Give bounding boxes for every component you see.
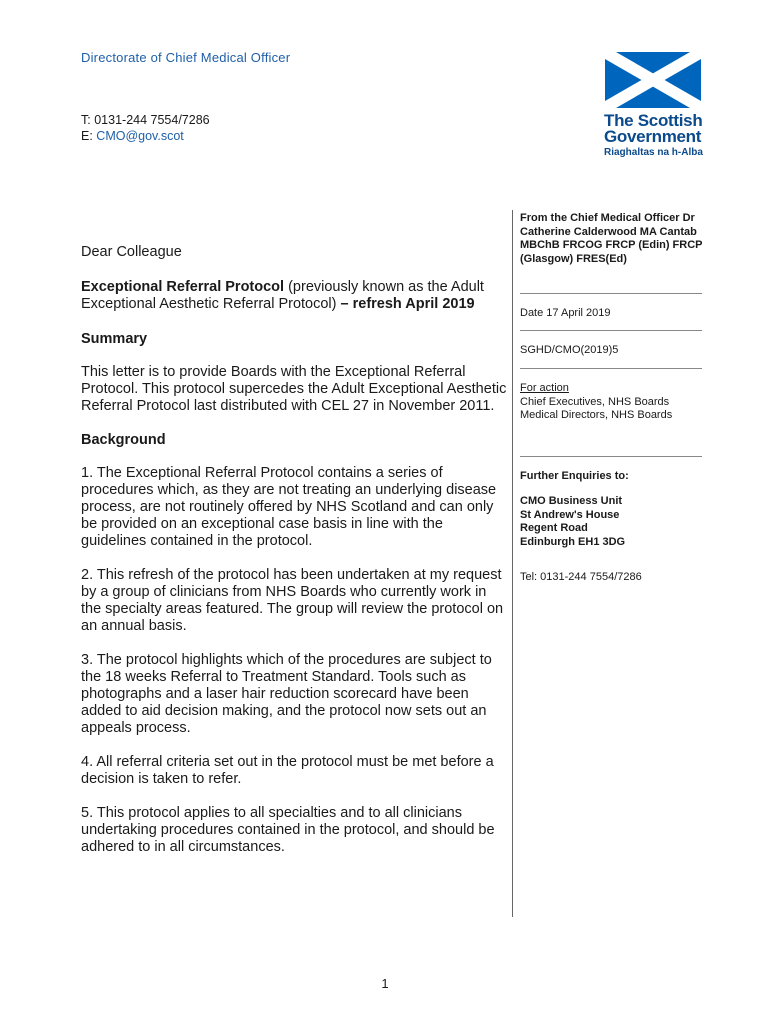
for-action-label: For action	[520, 382, 569, 394]
summary-text: This letter is to provide Boards with the Exceptional Referral Protocol. This protocol supercedes the Adult Exceptional Aesthetic Referral Protocol last distributed with CEL 27 in November 2011.	[81, 364, 507, 414]
logo-line-2: Government	[604, 127, 702, 146]
paragraph-3: 3. The protocol highlights which of the procedures are subject to the 18 weeks Referral to Treatment Standard. Tools such as photographs and a laser hair reduction scorecard have been added to aid decision making, and the protocol now sets out an appeals process.	[81, 652, 492, 736]
telephone-number: 0131-244 7554/7286	[94, 113, 210, 127]
saltire-flag-icon	[605, 52, 701, 108]
salutation: Dear Colleague	[81, 244, 182, 260]
for-action-line: Chief Executives, NHS Boards	[520, 395, 670, 408]
column-divider	[512, 210, 513, 917]
letter-body	[81, 244, 507, 873]
subject-refresh: refresh April 2019	[348, 296, 475, 312]
logo-wordmark	[604, 113, 710, 145]
subject-note: (previously known as the Adult Exceptional Aesthetic Referral Protocol)	[81, 279, 484, 312]
sidebar-divider	[520, 330, 702, 331]
contact-details	[81, 112, 210, 144]
sidebar-for-action	[520, 382, 705, 423]
sidebar-divider	[520, 293, 702, 294]
page-number: 1	[381, 976, 389, 991]
summary-heading: Summary	[81, 331, 148, 347]
enquiries-tel: Tel: 0131-244 7554/7286	[520, 571, 642, 583]
address-line: Regent Road	[520, 522, 588, 534]
paragraph-4: 4. All referral criteria set out in the protocol must be met before a decision is taken to refer.	[81, 754, 494, 787]
address-line: CMO Business Unit	[520, 495, 623, 507]
email-prefix: E:	[81, 129, 93, 143]
sidebar-date: Date 17 April 2019	[520, 307, 611, 319]
enquiries-address	[520, 495, 705, 549]
telephone-line	[81, 112, 210, 128]
scottish-government-logo	[604, 52, 710, 158]
subject-title: Exceptional Referral Protocol	[81, 279, 285, 295]
telephone-prefix: T:	[81, 113, 91, 127]
sidebar-divider	[520, 456, 702, 457]
logo-gaelic: Riaghaltas na h-Alba	[604, 147, 703, 158]
paragraph-2: 2. This refresh of the protocol has been undertaken at my request by a group of clinicians from NHS Boards who currently work in the specialty areas featured. The group will review the protocol on an annual basis.	[81, 567, 504, 634]
paragraph-5: 5. This protocol applies to all specialties and to all clinicians undertaking procedures contained in the protocol, and should be adhered to in all circumstances.	[81, 805, 495, 855]
letter-subject	[81, 279, 507, 313]
sidebar-divider	[520, 368, 702, 369]
paragraph-1: 1. The Exceptional Referral Protocol contains a series of procedures which, as they are not treating an underlying disease process, are not routinely offered by NHS Scotland and can only be provided on an exceptional case basis in line with the guidelines contained in the protocol.	[81, 465, 497, 549]
email-line	[81, 128, 210, 144]
for-action-line: Medical Directors, NHS Boards	[520, 409, 673, 421]
directorate-title: Directorate of Chief Medical Officer	[81, 50, 291, 65]
enquiries-label: Further Enquiries to:	[520, 470, 629, 482]
sidebar-reference: SGHD/CMO(2019)5	[520, 344, 619, 356]
subject-dash: –	[340, 296, 349, 312]
background-heading: Background	[81, 432, 166, 448]
email-link[interactable]: CMO@gov.scot	[96, 129, 184, 143]
sidebar-from: From the Chief Medical Officer Dr Catherine Calderwood MA Cantab MBChB FRCOG FRCP (Edin) FRCP (Glasgow) FRES(Ed)	[520, 212, 703, 265]
address-line: St Andrew's House	[520, 508, 620, 521]
logo-line-1: The Scottish	[604, 111, 703, 130]
address-line: Edinburgh EH1 3DG	[520, 535, 626, 548]
